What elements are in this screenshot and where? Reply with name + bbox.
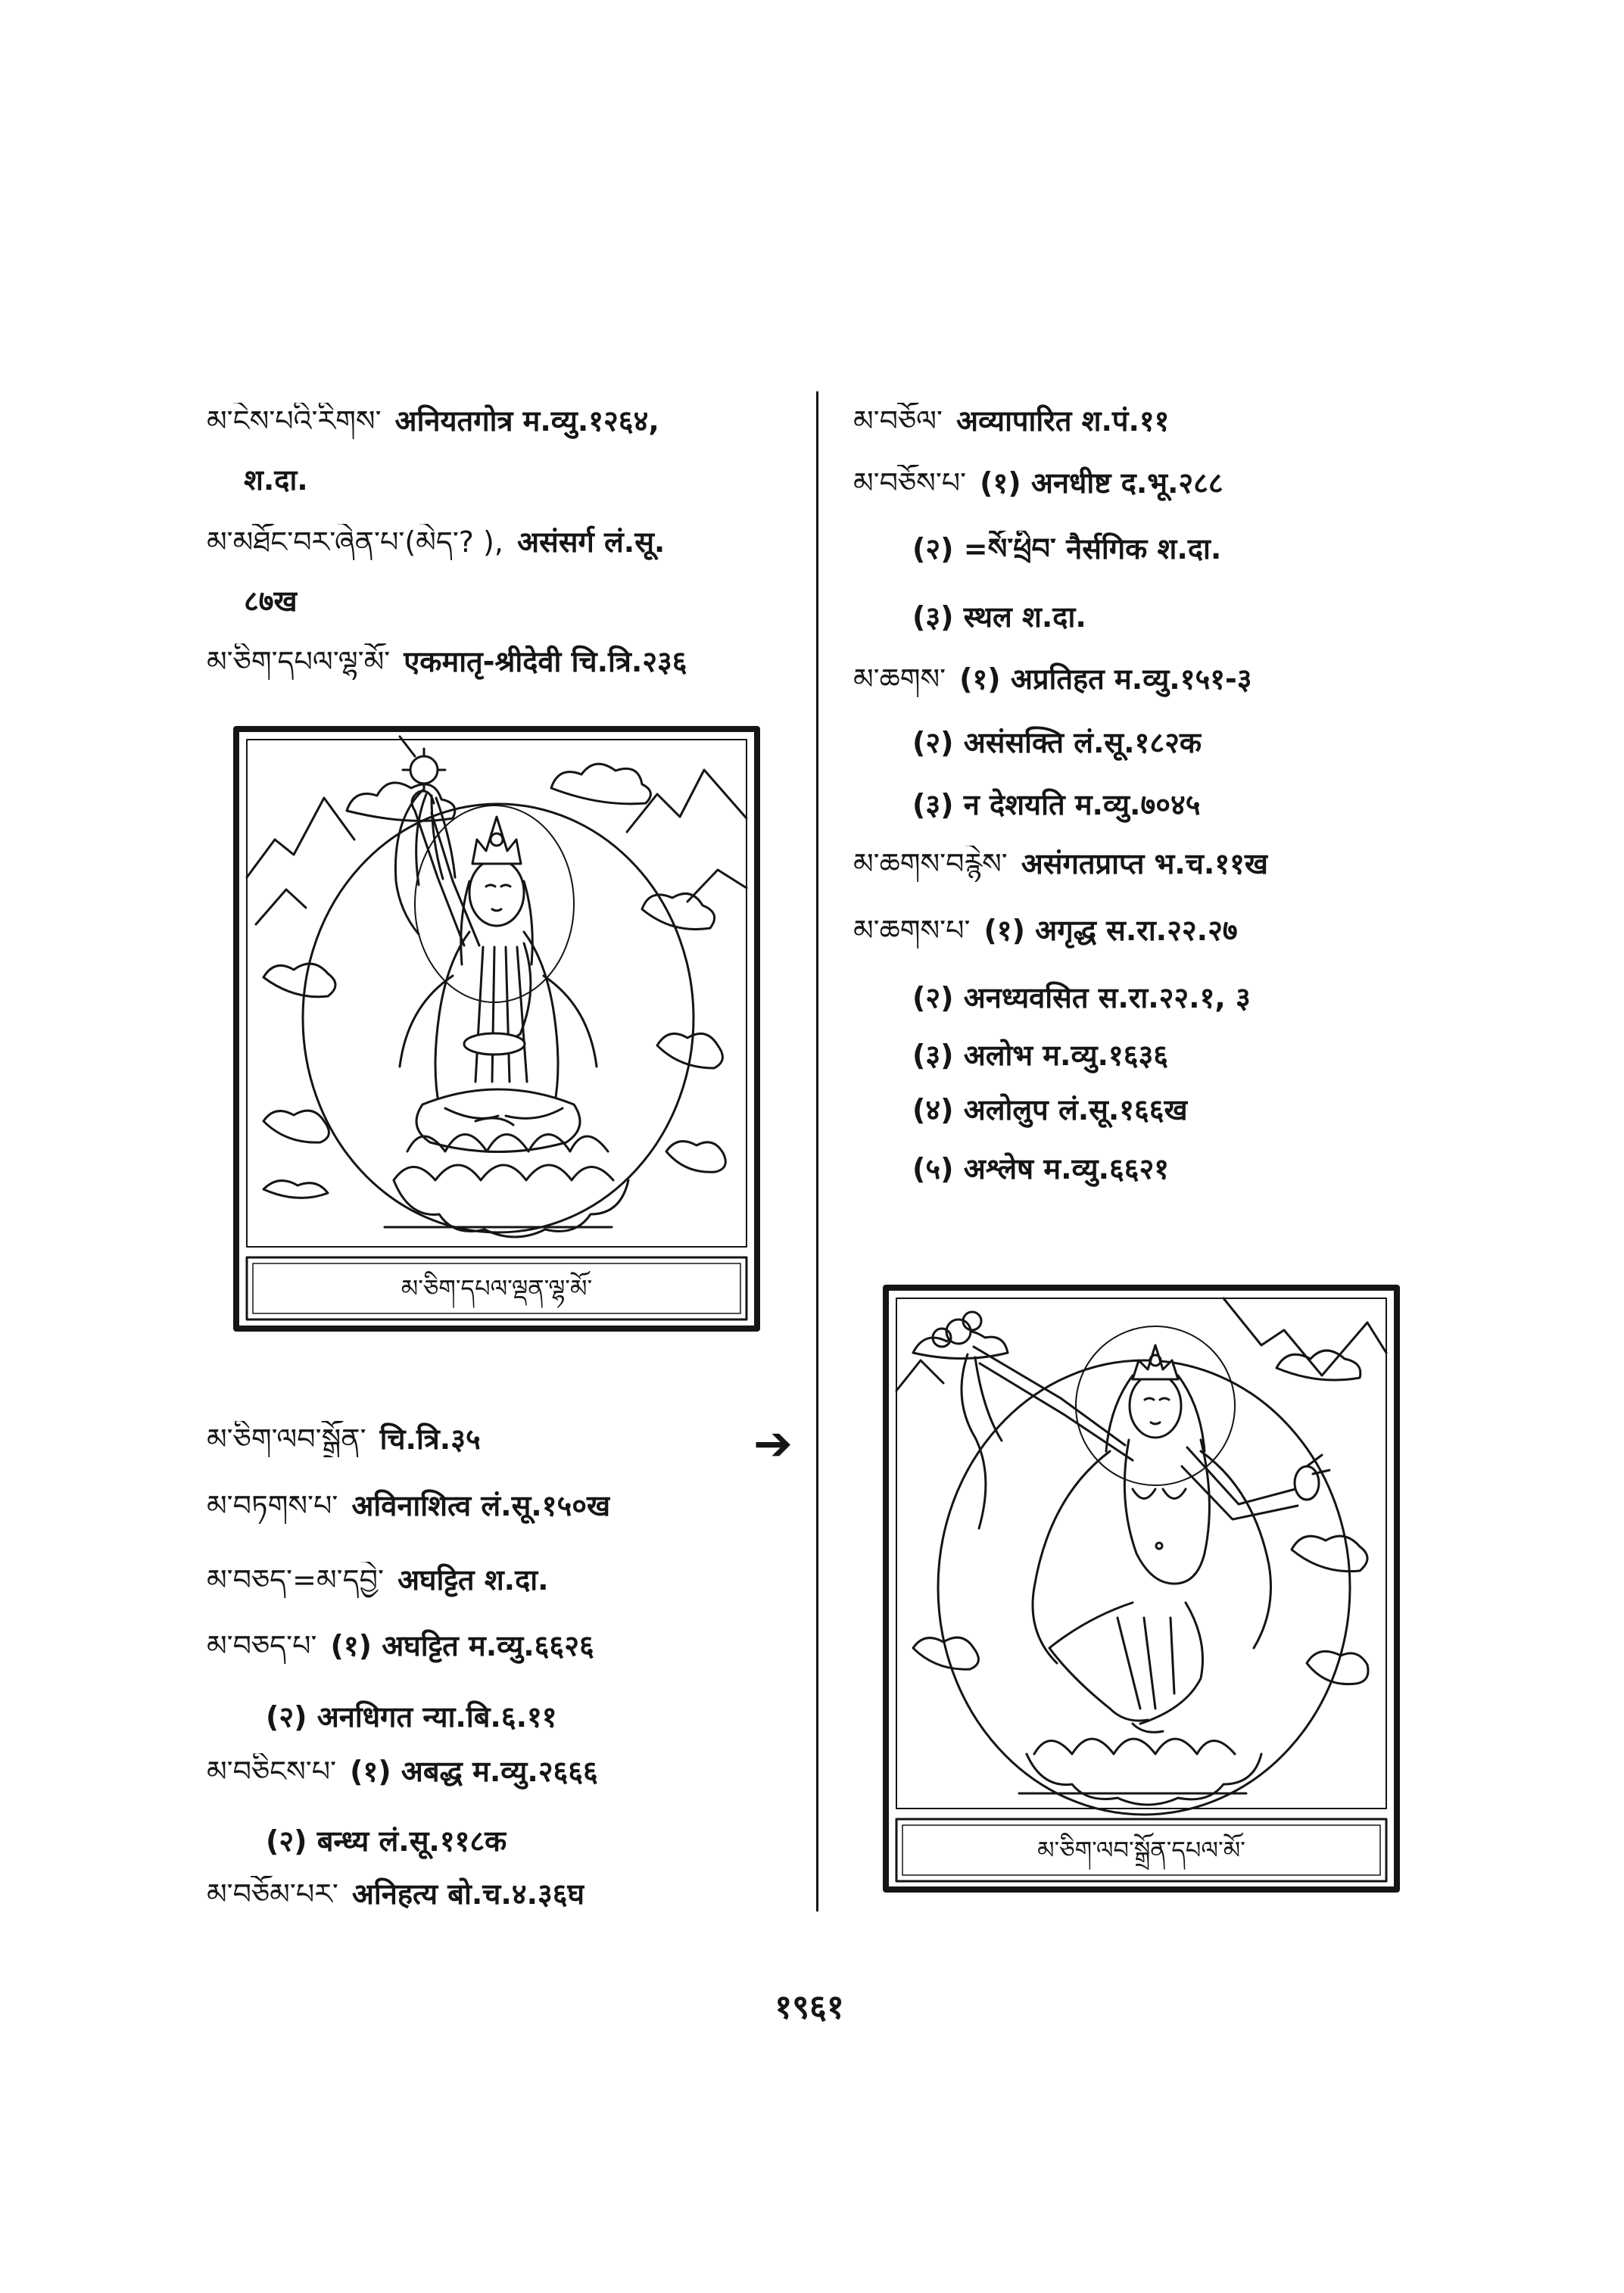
sense-line: (३) स्थल श.दा.	[912, 600, 1086, 634]
headword: མ་བཏགས་པ་	[207, 1489, 338, 1522]
headword: མ་བཅོལ་	[853, 404, 943, 438]
gloss: अविनाशित्व लं.सू.१५०ख	[351, 1489, 611, 1522]
entry-line	[207, 1488, 610, 1524]
left-illustration-caption: མ་ཅིག་དཔལ་ལྡན་ལྷ་མོ་	[401, 1274, 593, 1303]
headword: མ་བཅོམ་པར་	[207, 1877, 338, 1911]
entry-line	[853, 661, 1252, 697]
gloss: असंगतप्राप्त भ.च.११ख	[1021, 847, 1268, 880]
headword: མ་ཅིག་ལབ་སྒྲོན་	[207, 1422, 366, 1456]
gloss: अव्यापारित श.पं.११	[956, 404, 1170, 438]
entry-line	[207, 643, 687, 680]
headword: མ་བཅིངས་པ་	[207, 1755, 337, 1788]
sense-line: (४) अलोलुप लं.सू.१६६ख	[912, 1093, 1188, 1126]
entry-line	[853, 846, 1268, 882]
deity-figure	[933, 1312, 1329, 1732]
sense-line: (२) =སོ་ཕྲིབ་ नैर्सगिक श.दा.	[912, 532, 1222, 565]
entry-line	[207, 1876, 584, 1912]
sense-line: (२) अनध्यवसित स.रा.२२.१, ३	[912, 981, 1251, 1014]
headword: མ་ཆགས་	[853, 662, 946, 696]
headword: མ་བཅད་པ་	[207, 1629, 317, 1662]
entry-continuation: ८७ख	[244, 584, 298, 618]
lotus-seat	[1019, 1739, 1261, 1805]
entry-line	[207, 1562, 549, 1598]
deity-drawing	[233, 726, 760, 1332]
entry-line	[853, 912, 1238, 949]
headword: མ་བཅོས་པ་	[853, 466, 967, 500]
sense: (१) अगृद्ध स.रा.२२.२७	[983, 914, 1238, 947]
sense-line: (३) न देशयति म.व्यु.७०४५	[912, 788, 1201, 821]
sense-line: (५) अश्लेष म.व्यु.६६२१	[912, 1152, 1170, 1185]
left-illustration	[233, 726, 760, 1332]
inner-frame	[247, 740, 747, 1247]
right-illustration-caption: མ་ཅིག་ལབ་སྒྲོན་དཔལ་མོ་	[1037, 1836, 1245, 1865]
entry-line	[207, 1628, 594, 1664]
headword: མ་ཆགས་པ་	[853, 914, 971, 947]
deity-drawing	[883, 1285, 1400, 1893]
entry-line	[853, 403, 1169, 439]
sense-line: (२) बन्ध्य लं.सू.११८क	[266, 1824, 507, 1858]
entry-continuation: श.दा.	[244, 463, 308, 497]
entry-line	[207, 403, 659, 439]
sense: (१) अप्रतिहत म.व्यु.१५१-३	[959, 662, 1252, 696]
entry-line	[207, 524, 665, 560]
gloss: असंसर्ग लं.सू.	[516, 525, 665, 559]
sense: (१) अनधीष्ट द.भू.२८८	[980, 466, 1223, 500]
gloss: एकमातृ-श्रीदेवी चि.त्रि.२३६	[404, 645, 687, 678]
sense-line: (३) अलोभ म.व्यु.१६३६	[912, 1039, 1168, 1072]
entry-line	[207, 1753, 598, 1790]
right-illustration	[883, 1285, 1400, 1893]
headword: མ་ཅིག་དཔལ་ལྷ་མོ་	[207, 645, 391, 678]
arrow-icon: ➔	[753, 1416, 793, 1471]
column-divider	[816, 391, 818, 1911]
sense-line: (२) असंसक्ति लं.सू.१८२क	[912, 726, 1202, 759]
page-number: १९६१	[775, 1988, 844, 2027]
gloss: अनिहत्य बो.च.४.३६घ	[351, 1877, 585, 1911]
gloss: अघट्टित श.दा.	[397, 1563, 549, 1597]
gloss: चि.त्रि.३५	[379, 1422, 481, 1456]
headword: མ་བཅད་=མ་དབྱེ་	[207, 1563, 385, 1597]
sense: (१) अघट्टित म.व्यु.६६२६	[330, 1629, 594, 1662]
headword: མ་མཐོང་བར་ཞེན་པ་(མེད་? ),	[207, 525, 503, 559]
headword: མ་ངེས་པའི་རིགས་	[207, 404, 382, 438]
entry-line	[207, 1421, 481, 1457]
sense-line: (२) अनधिगत न्या.बि.६.११	[266, 1700, 557, 1734]
sense: (१) अबद्ध म.व्यु.२६६६	[350, 1755, 598, 1788]
gloss: अनियतगोत्र म.व्यु.१२६४,	[394, 404, 659, 438]
headword: མ་ཆགས་བརྙེས་	[853, 847, 1008, 880]
entry-line	[853, 465, 1223, 501]
